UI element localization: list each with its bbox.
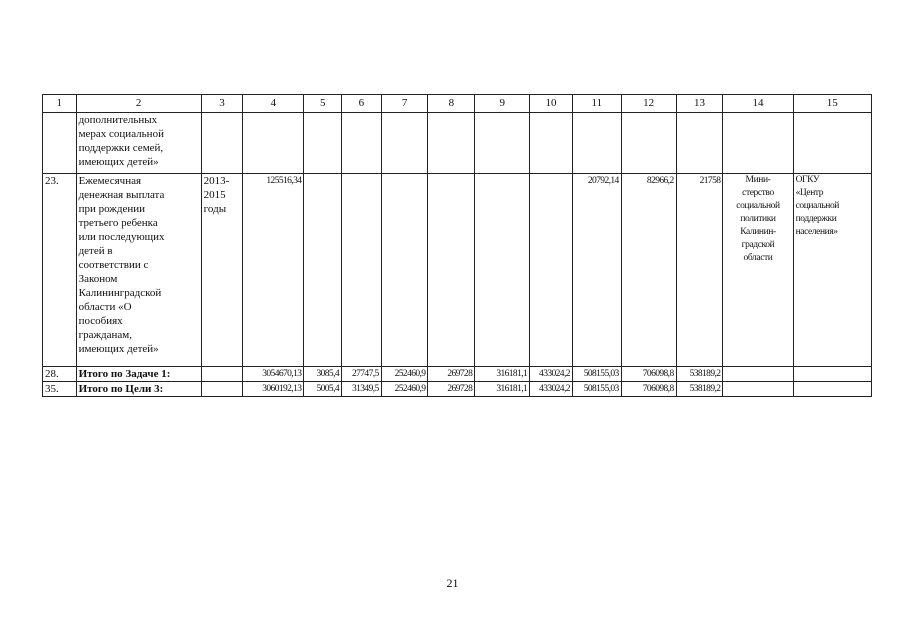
- value-cell: 82966,2: [621, 174, 676, 367]
- value-cell-total: 3054670,13: [243, 367, 304, 382]
- value-cell: [342, 174, 382, 367]
- value-cell: 3085,4: [304, 367, 342, 382]
- table-row-28-total: [43, 367, 872, 382]
- value-cell: 31349,5: [342, 382, 382, 397]
- table-cell: [428, 113, 475, 174]
- row-number-cell: 23.: [43, 174, 77, 367]
- table-cell: [243, 113, 304, 174]
- measure-name-cell: дополнительных мерах социальной поддержки семей, имеющих детей»: [76, 113, 201, 174]
- value-cell: 269728: [428, 382, 475, 397]
- column-header: 1: [43, 95, 77, 113]
- table-cell: [793, 382, 871, 397]
- value-cell: 508155,03: [572, 382, 621, 397]
- page-number: 21: [446, 576, 459, 590]
- table-cell: [201, 113, 243, 174]
- value-cell: 269728: [428, 367, 475, 382]
- table-cell: [676, 113, 723, 174]
- value-cell-total: 125516,34: [243, 174, 304, 367]
- value-cell: 5005,4: [304, 382, 342, 397]
- column-header: 13: [676, 95, 723, 113]
- column-header: 2: [76, 95, 201, 113]
- participant-cell: ОГКУ «Центр социальной поддержки населения»: [793, 174, 871, 367]
- value-cell: 706098,8: [621, 382, 676, 397]
- value-cell: [304, 174, 342, 367]
- table-cell: [342, 113, 382, 174]
- table-row-23: [43, 174, 872, 367]
- table-row-35-total: [43, 382, 872, 397]
- value-cell: 20792,14: [572, 174, 621, 367]
- column-header: 15: [793, 95, 871, 113]
- column-header: 11: [572, 95, 621, 113]
- value-cell: 538189,2: [676, 367, 723, 382]
- table-cell: [43, 113, 77, 174]
- value-cell: [530, 174, 573, 367]
- value-cell: 21758: [676, 174, 723, 367]
- table-cell: [304, 113, 342, 174]
- column-header: 10: [530, 95, 573, 113]
- value-cell: 316181,1: [475, 367, 530, 382]
- responsible-executor-cell: Мини- стерство социальной политики Калинин- градской области: [723, 174, 793, 367]
- table-cell: [572, 113, 621, 174]
- column-header: 4: [243, 95, 304, 113]
- column-header: 12: [621, 95, 676, 113]
- value-cell: 508155,03: [572, 367, 621, 382]
- column-header: 8: [428, 95, 475, 113]
- value-cell: 252460,9: [381, 367, 428, 382]
- column-number-row: [43, 95, 872, 113]
- table-cell: [723, 367, 793, 382]
- period-cell: 2013- 2015 годы: [201, 174, 243, 367]
- table-cell: [723, 113, 793, 174]
- value-cell: [381, 174, 428, 367]
- column-header: 7: [381, 95, 428, 113]
- value-cell: 433024,2: [530, 382, 573, 397]
- column-header: 14: [723, 95, 793, 113]
- column-header: 5: [304, 95, 342, 113]
- total-label-cell: Итого по Цели 3:: [76, 382, 201, 397]
- table-cell: [793, 113, 871, 174]
- table-cell: [621, 113, 676, 174]
- table-cell: [530, 113, 573, 174]
- table-cell: [723, 382, 793, 397]
- measure-name-cell: Ежемесячная денежная выплата при рождении третьего ребенка или последующих детей в соответствии с Законом Калининградской области «О пособиях гражданам, имеющих детей»: [76, 174, 201, 367]
- value-cell: 433024,2: [530, 367, 573, 382]
- table-cell: [201, 382, 243, 397]
- column-header: 6: [342, 95, 382, 113]
- value-cell: [475, 174, 530, 367]
- value-cell: [428, 174, 475, 367]
- value-cell-total: 3060192,13: [243, 382, 304, 397]
- value-cell: 252460,9: [381, 382, 428, 397]
- row-number-cell: 35.: [43, 382, 77, 397]
- column-header: 3: [201, 95, 243, 113]
- table-cell: [475, 113, 530, 174]
- value-cell: 538189,2: [676, 382, 723, 397]
- budget-table: [42, 94, 872, 397]
- value-cell: 706098,8: [621, 367, 676, 382]
- column-header: 9: [475, 95, 530, 113]
- value-cell: 27747,5: [342, 367, 382, 382]
- row-number-cell: 28.: [43, 367, 77, 382]
- table-cell: [381, 113, 428, 174]
- value-cell: 316181,1: [475, 382, 530, 397]
- table-cell: [793, 367, 871, 382]
- table-cell: [201, 367, 243, 382]
- total-label-cell: Итого по Задаче 1:: [76, 367, 201, 382]
- table-row-continuation: [43, 113, 872, 174]
